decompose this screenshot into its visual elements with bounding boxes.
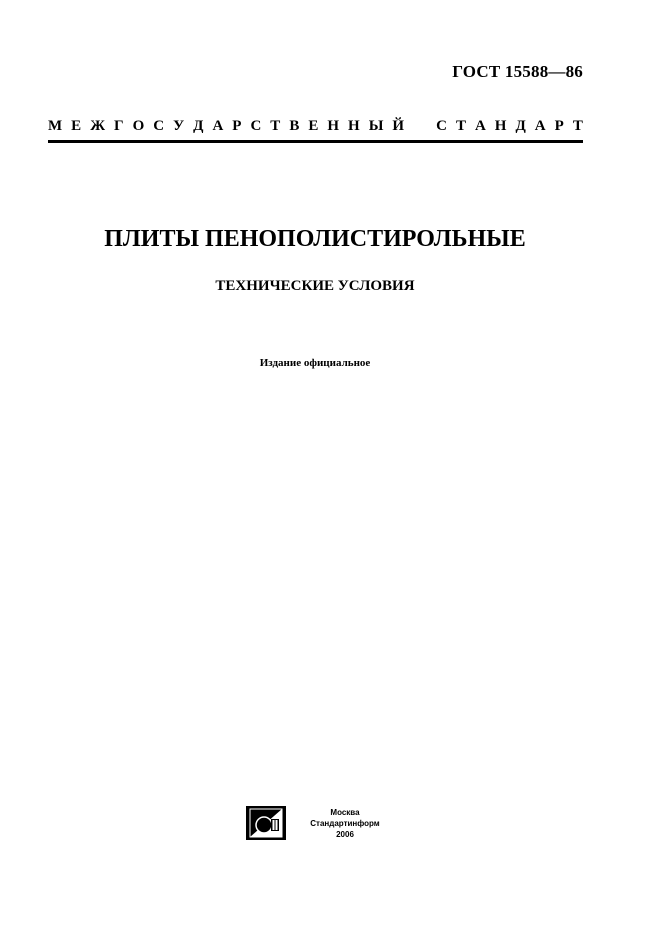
letter: Е: [71, 118, 82, 134]
letter: С: [153, 118, 165, 134]
letter: Д: [193, 118, 204, 134]
standartinform-logo-icon: [246, 806, 286, 840]
standard-type-heading: [48, 118, 583, 135]
letter: Т: [270, 118, 281, 134]
letter: Т: [572, 118, 583, 134]
letter: О: [132, 118, 145, 134]
gost-number: ГОСТ 15588—86: [452, 62, 583, 81]
document-subtitle: ТЕХНИЧЕСКИЕ УСЛОВИЯ: [215, 278, 415, 294]
word-gap: [413, 118, 427, 135]
imprint: [300, 807, 390, 840]
letter: С: [436, 118, 447, 134]
letter: А: [212, 118, 224, 134]
letter: А: [474, 118, 486, 134]
letter: Е: [308, 118, 319, 134]
header-rule: [48, 140, 583, 143]
letter: Н: [327, 118, 340, 134]
letter: Г: [114, 118, 124, 134]
letter: Р: [232, 118, 242, 134]
letter: Д: [515, 118, 526, 134]
letter: Ы: [368, 118, 384, 134]
letter: Й: [392, 118, 405, 134]
letter: Н: [348, 118, 360, 134]
letter: Ж: [90, 118, 106, 134]
letter: М: [48, 118, 63, 134]
letter: Т: [455, 118, 466, 134]
imprint-publisher: Стандартинформ: [310, 819, 380, 828]
imprint-year: 2006: [336, 830, 354, 839]
imprint-city: Москва: [330, 808, 360, 817]
letter: У: [173, 118, 185, 134]
letter: Р: [554, 118, 564, 134]
letter: С: [250, 118, 262, 134]
edition-note: Издание официальное: [259, 357, 371, 369]
letter: А: [534, 118, 546, 134]
letter: Н: [494, 118, 507, 134]
letter: В: [289, 118, 300, 134]
document-title: ПЛИТЫ ПЕНОПОЛИСТИРОЛЬНЫЕ: [104, 226, 526, 252]
